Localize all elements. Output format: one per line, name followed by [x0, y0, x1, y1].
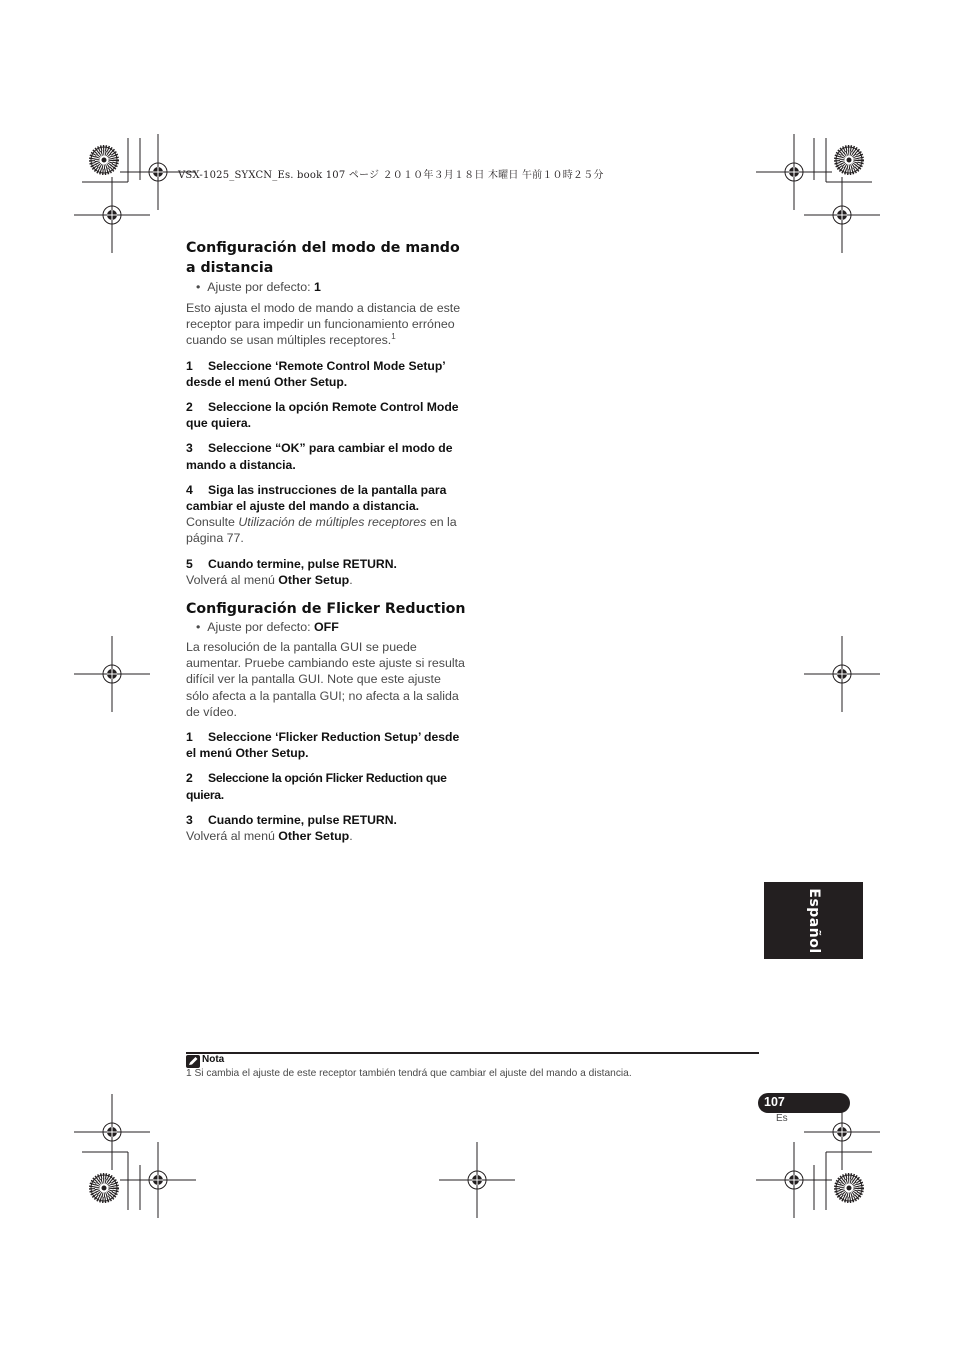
step-4-note: Consulte Utilización de múltiples receptores en la página 77.: [186, 515, 457, 546]
star-target-top-right: [836, 147, 862, 173]
registration-mark-left-middle: [74, 636, 150, 712]
default-setting: • Ajuste por defecto: 1: [196, 280, 321, 294]
registration-mark-left-bottom: [74, 1094, 150, 1170]
step-2: 2 Seleccione la opción Flicker Reduction que quiera.: [186, 771, 447, 802]
step-3-note: Volverá al menú Other Setup.: [186, 829, 353, 844]
cross-reference: Utilización de múltiples receptores: [238, 515, 427, 530]
section-intro: La resolución de la pantalla GUI se puede aumentar. Pruebe cambiando este ajuste si resulta difícil ver la pantalla GUI. Note que este ajuste sólo afecta a la pantalla GUI; no afecta a la salida de vídeo.: [186, 640, 465, 719]
note-label: Nota: [202, 1054, 225, 1065]
step-3: 3 Cuando termine, pulse RETURN.: [186, 812, 397, 827]
step-1: 1 Seleccione ‘Remote Control Mode Setup’ desde el menú Other Setup.: [186, 358, 446, 389]
star-target-bottom-left: [91, 1175, 117, 1201]
section-title: Configuración de Flicker Reduction: [186, 601, 466, 617]
step-5-note: Volverá al menú Other Setup.: [186, 572, 353, 587]
footnote-text: 1 Si cambia el ajuste de este receptor también tendrá que cambiar el ajuste del mando a distancia.: [186, 1068, 632, 1079]
step-4: 4 Siga las instrucciones de la pantalla para cambiar el ajuste del mando a distancia.: [186, 482, 447, 514]
language-tab-label: Español: [805, 887, 822, 954]
language-code: Es: [776, 1113, 788, 1124]
step-1: 1 Seleccione ‘Flicker Reduction Setup’ desde el menú Other Setup.: [186, 730, 460, 761]
section-remote-control-mode: [186, 238, 466, 588]
footnote-ref: 1: [391, 332, 396, 342]
page-number: 107: [764, 1095, 785, 1109]
print-file-header: VSX-1025_SYXCN_Es. book 107 ページ ２０１０年３月１８日 木曜日 午前１０時２５分: [178, 170, 604, 181]
registration-mark-bottom-left: [120, 1142, 196, 1218]
note-divider: [186, 1052, 759, 1054]
page-number-badge: [758, 1093, 850, 1113]
registration-mark-bottom-right: [756, 1142, 832, 1218]
section-intro: Esto ajusta el modo de mando a distancia de este receptor para impedir un funcionamiento erróneo cuando se usan múltiples receptores.$^1$: [186, 301, 461, 348]
registration-mark-right-middle: [804, 636, 880, 712]
default-setting: • Ajuste por defecto: OFF: [196, 620, 339, 634]
registration-mark-left-top: [74, 177, 150, 253]
step-5: 5 Cuando termine, pulse RETURN.: [186, 556, 397, 571]
step-2: 2 Seleccione la opción Remote Control Mode que quiera.: [186, 400, 459, 431]
section-title: Configuración del modo de mando a distancia: [186, 240, 460, 276]
registration-mark-right-top: [804, 177, 880, 253]
star-target-top-left: [91, 147, 117, 173]
star-target-bottom-right: [836, 1175, 862, 1201]
section-flicker-reduction: [186, 599, 466, 844]
step-3: 3 Seleccione “OK” para cambiar el modo de mando a distancia.: [186, 441, 453, 472]
registration-mark-bottom-center: [439, 1142, 515, 1218]
language-side-tab: [764, 882, 863, 959]
registration-mark-top-right: [756, 134, 832, 210]
note-pencil-icon: [186, 1055, 200, 1068]
